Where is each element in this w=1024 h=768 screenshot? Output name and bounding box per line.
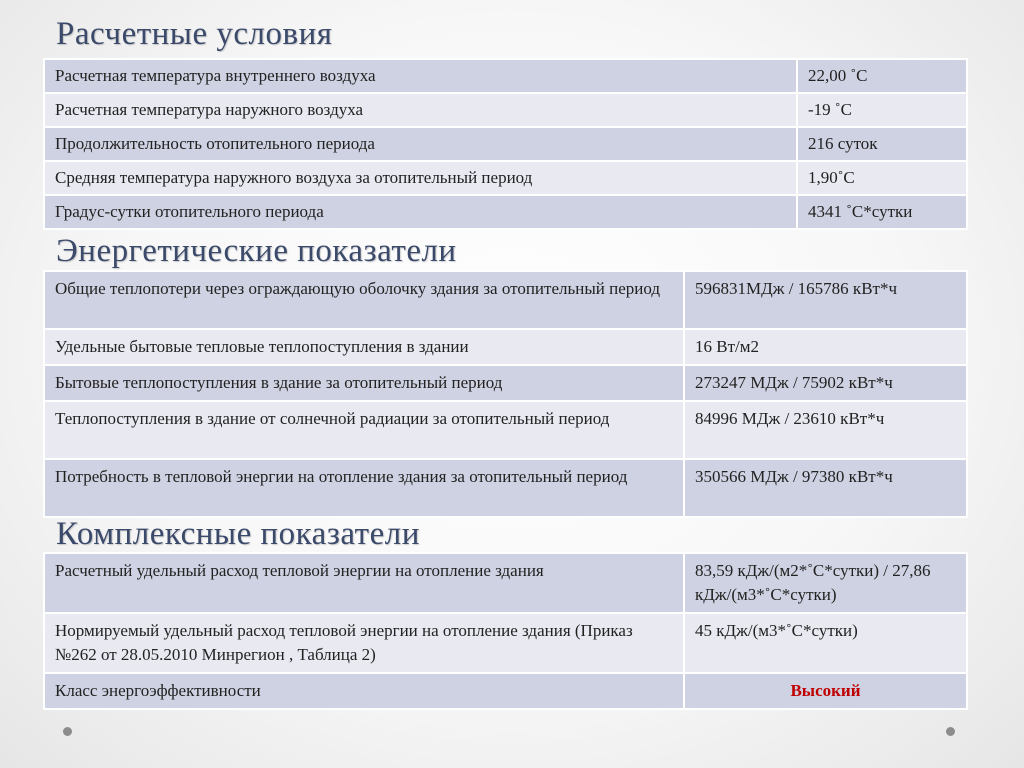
conditions-table (43, 58, 968, 230)
row-label: Расчетная температура наружного воздуха (44, 93, 797, 127)
section-title-energy: Энергетические показатели (56, 233, 457, 269)
row-label: Удельные бытовые тепловые теплопоступления в здании (44, 329, 684, 365)
row-value: -19 ˚С (797, 93, 967, 127)
table-row (44, 271, 967, 329)
bullet-dot-icon (63, 727, 72, 736)
section-title-complex: Комплексные показатели (56, 516, 420, 552)
row-label: Класс энергоэффективности (44, 673, 684, 709)
table-row (44, 195, 967, 229)
table-row (44, 553, 967, 613)
table-row (44, 613, 967, 673)
row-label: Расчетный удельный расход тепловой энергии на отопление здания (44, 553, 684, 613)
table-row (44, 161, 967, 195)
row-label: Продолжительность отопительного периода (44, 127, 797, 161)
row-label: Средняя температура наружного воздуха за отопительный период (44, 161, 797, 195)
energy-class-value: Высокий (684, 673, 967, 709)
row-value: 45 кДж/(м3*˚С*сутки) (684, 613, 967, 673)
table-row (44, 673, 967, 709)
bullet-dot-icon (946, 727, 955, 736)
table-row (44, 93, 967, 127)
row-label: Расчетная температура внутреннего воздуха (44, 59, 797, 93)
energy-table (43, 270, 968, 518)
row-label: Потребность в тепловой энергии на отопление здания за отопительный период (44, 459, 684, 517)
row-label: Общие теплопотери через ограждающую оболочку здания за отопительный период (44, 271, 684, 329)
table-row (44, 59, 967, 93)
table-row (44, 459, 967, 517)
row-label: Бытовые теплопоступления в здание за отопительный период (44, 365, 684, 401)
row-value: 4341 ˚С*сутки (797, 195, 967, 229)
row-label: Градус-сутки отопительного периода (44, 195, 797, 229)
row-value: 16 Вт/м2 (684, 329, 967, 365)
table-row (44, 365, 967, 401)
row-value: 596831МДж / 165786 кВт*ч (684, 271, 967, 329)
row-value: 22,00 ˚С (797, 59, 967, 93)
row-value: 84996 МДж / 23610 кВт*ч (684, 401, 967, 459)
complex-table (43, 552, 968, 710)
row-value: 1,90˚С (797, 161, 967, 195)
row-value: 350566 МДж / 97380 кВт*ч (684, 459, 967, 517)
row-value: 83,59 кДж/(м2*˚С*сутки) / 27,86 кДж/(м3*˚С*сутки) (684, 553, 967, 613)
table-row (44, 329, 967, 365)
row-value: 216 суток (797, 127, 967, 161)
table-row (44, 401, 967, 459)
section-title-conditions: Расчетные условия (56, 16, 333, 52)
row-value: 273247 МДж / 75902 кВт*ч (684, 365, 967, 401)
row-label: Нормируемый удельный расход тепловой энергии на отопление здания (Приказ №262 от 28.05.2010 Минрегион , Таблица 2) (44, 613, 684, 673)
row-label: Теплопоступления в здание от солнечной радиации за отопительный период (44, 401, 684, 459)
table-row (44, 127, 967, 161)
